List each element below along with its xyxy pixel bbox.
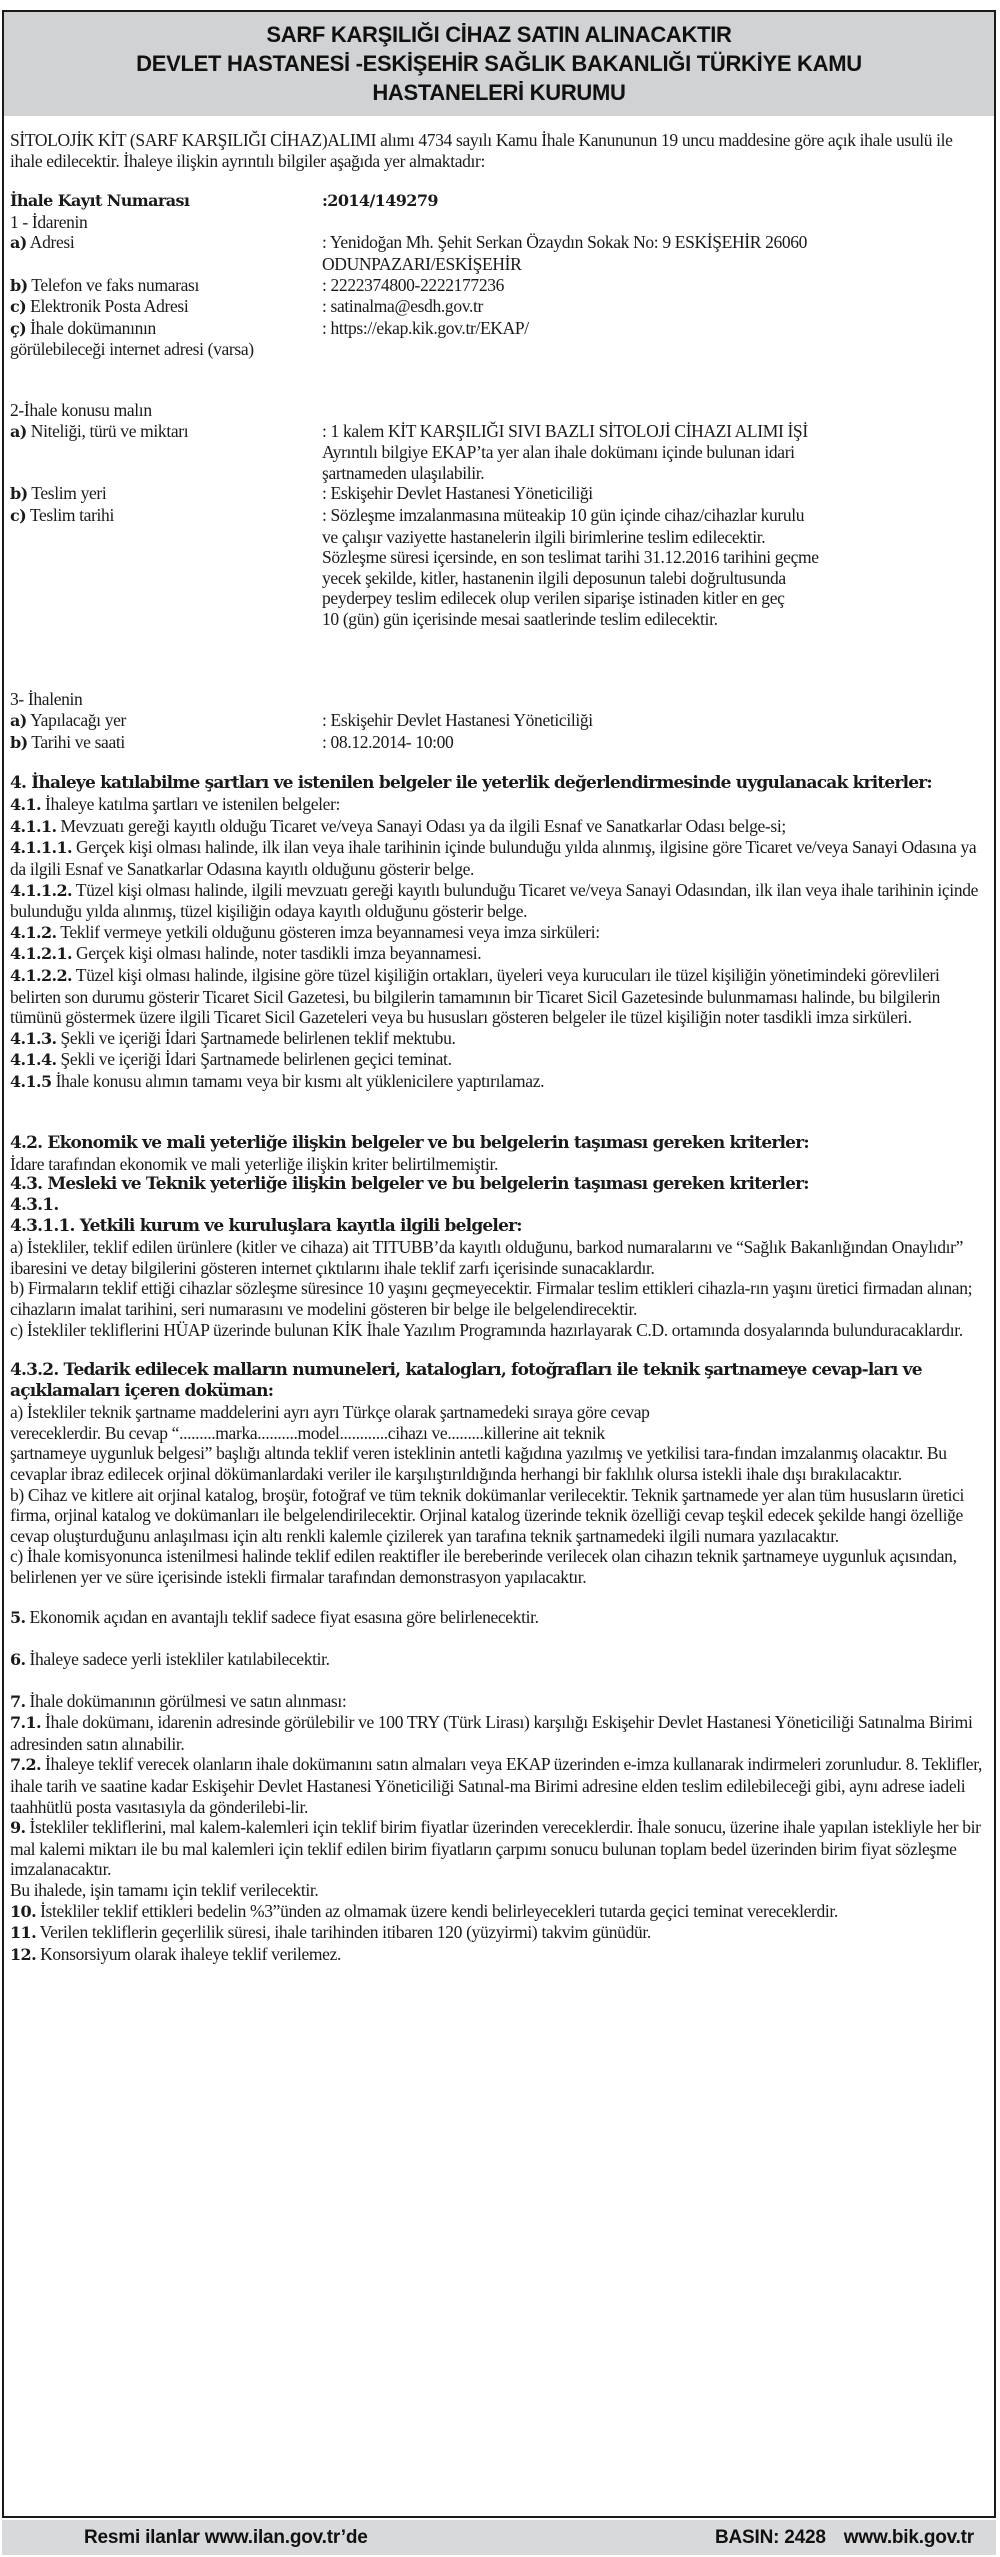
field-value: : 08.12.2014- 10:00 bbox=[322, 731, 454, 752]
section-tender bbox=[10, 689, 988, 753]
field-label: Adresi bbox=[26, 232, 75, 253]
field-address bbox=[10, 232, 988, 254]
field-email bbox=[10, 296, 988, 318]
field-nature-quantity bbox=[10, 421, 988, 443]
field-key: a) bbox=[10, 233, 27, 253]
clause-4-3-2-a-1: a) İstekliler teknik şartname maddelerini ayrı ayrı Türkçe olarak şartnamedeki sıraya göre cevap bbox=[10, 1402, 650, 1423]
clause-4-1-3: 4.1.3. Şekli ve içeriği İdari Şartnamede belirlenen teklif mektubu. bbox=[10, 1027, 456, 1048]
clause-4-3-2-c: c) İhale komisyonunca istenilmesi halinde teklif edilen reaktifler ile bereberinde verilecek olan cihazın teknik şartnameye uygunluk açısından, belirlenen yer ve süre içerisinde istekli firmalar tarafından demonstrasyon yapılacaktır. bbox=[10, 1546, 957, 1587]
field-value-cont: peyderpey teslim edilecek olup verilen siparişe istinaden kitler en geç bbox=[322, 588, 785, 609]
clause-4-1-1-1: 4.1.1.1. Gerçek kişi olması halinde, ilk ilan veya ihale tarihinin içinde bulunduğu yılda alınmış, ilgisine göre Ticaret ve/veya Sanayi Odasına ya da ilgili Esnaf ve Sanatkarlar Odasına kayıtlı olduğunu gösterir belge. bbox=[10, 837, 977, 880]
clause-9-note: Bu ihalede, işin tamamı için teklif verilecektir. bbox=[10, 1880, 319, 1900]
field-label: Teslim tarihi bbox=[26, 504, 114, 525]
field-value: : Sözleşme imzalanmasına müteakip 10 gün içinde cihaz/cihazlar kurulu bbox=[322, 504, 805, 525]
clause-7-2: 7.2. İhaleye teklif verecek olanların ihale dokümanını satın almaları veya EKAP üzerinden e-imza kullanarak indirmeleri zorunludur. 8. Teklifler, ihale tarih ve saatine kadar Eskişehir Devlet Hastanesi Yöneticiliği Satınal-ma Birimi adresine elden teslim edilebileceği gibi, aynı adrese iadeli taahhütlü posta vasıtasıyla da gönderilebi-lir. bbox=[10, 1754, 983, 1817]
header-line-1: SARF KARŞILIĞI CİHAZ SATIN ALINACAKTIR bbox=[266, 22, 732, 47]
field-value-cont: ODUNPAZARI/ESKİŞEHİR bbox=[322, 253, 522, 274]
tender-registration-number bbox=[10, 191, 988, 212]
header-line-3: HASTANELERİ KURUMU bbox=[372, 80, 626, 105]
field-key: c) bbox=[10, 297, 27, 317]
field-label: Elektronik Posta Adresi bbox=[26, 296, 189, 317]
field-key: b) bbox=[10, 275, 28, 295]
footer-bar bbox=[2, 2520, 996, 2555]
field-key: a) bbox=[10, 711, 27, 731]
section-administration bbox=[10, 212, 988, 360]
clause-4-1-2-1: 4.1.2.1. Gerçek kişi olması halinde, noter tasdikli imza beyannamesi. bbox=[10, 943, 482, 964]
clause-4-3-1-1-c: c) İstekliler tekliflerini HÜAP üzerinde bulunan KİK İhale Yazılım Programında hazırlayarak C.D. ortamında dosyalarında bulunduracaklardır. bbox=[10, 1319, 963, 1340]
field-phone-fax bbox=[10, 275, 988, 297]
field-value-cont: yecek şekilde, kitler, hastanenin ilgili deposunun talebi doğrultusunda bbox=[322, 567, 786, 588]
field-value: : Yenidoğan Mh. Şehit Serkan Özaydın Sokak No: 9 ESKİŞEHİR 26060 bbox=[322, 232, 808, 253]
field-value-cont: ve çalışır vaziyette hastanelerin ilgili birimlerine teslim edilecektir. bbox=[322, 526, 766, 547]
field-label: Tarihi ve saati bbox=[27, 731, 125, 752]
announcement-header bbox=[4, 12, 994, 116]
clause-11: 11. Verilen tekliflerin geçerlilik süresi, ihale tarihinden itibaren 120 (yüzyirmi) takvim günüdür. bbox=[10, 1922, 651, 1943]
clause-4-1-2: 4.1.2. Teklif vermeye yetkili olduğunu gösteren imza beyannamesi veya imza sirküleri: bbox=[10, 921, 600, 942]
section-title: 2-İhale konusu malın bbox=[10, 399, 152, 420]
announcement-body bbox=[4, 116, 994, 1965]
clause-9: 9. İstekliler tekliflerini, mal kalem-kalemleri için teklif birim fiyatlar üzerinden vereceklerdir. İhale sonucu, üzerine ihale yapılan istekliyle her bir mal kalemi miktarı ile bu mal kalemleri için teklif edilen birim fiyatların çarpımı sonucu bulunan toplam bedel üzerinden birim fiyat sözleşme imzalanacaktır. bbox=[10, 1817, 981, 1880]
clause-4-3-1-1-b: b) Firmaların teklif ettiği cihazlar sözleşme süresince 10 yaşını geçmeyecektir. Firmalar teslim ettikleri cihazla-rın yaşını üretici firmadan alınan; cihazların imalat tarihini, seri numarasını ve modelini gösteren bir belge ile belgelendirecektir. bbox=[10, 1278, 973, 1319]
heading-4-3-1: 4.3.1. bbox=[10, 1195, 59, 1216]
field-key: c) bbox=[10, 505, 27, 525]
field-label: Niteliği, türü ve miktarı bbox=[26, 420, 189, 441]
field-tender-datetime bbox=[10, 732, 988, 754]
field-delivery-date bbox=[10, 505, 988, 527]
clause-4-1-1: 4.1.1. Mevzuatı gereği kayıtlı olduğu Ticaret ve/veya Sanayi Odası ya da ilgili Esnaf ve Sanatkarlar Odası belge-si; bbox=[10, 815, 786, 836]
field-value: : Eskişehir Devlet Hastanesi Yöneticiliği bbox=[322, 710, 593, 731]
clause-10: 10. İstekliler teklif ettikleri bedelin %3”ünden az olmamak üzere kendi belirleyecekleri tutarda geçici teminat vereceklerdir. bbox=[10, 1900, 838, 1921]
field-key: a) bbox=[10, 421, 27, 441]
heading-4-3: 4.3. Mesleki ve Teknik yeterliğe ilişkin belgeler ve bu belgelerin taşıması gereken kriterler: bbox=[10, 1174, 809, 1195]
field-delivery-place bbox=[10, 483, 988, 505]
press-number: BASIN: 2428 bbox=[714, 2527, 826, 2548]
clause-7: 7. İhale dokümanının görülmesi ve satın alınması: bbox=[10, 1690, 347, 1711]
registration-label: İhale Kayıt Numarası bbox=[10, 191, 190, 211]
heading-4-3-2: 4.3.2. Tedarik edilecek malların numuneleri, katalogları, fotoğrafları ile teknik şartnameye cevap-ları ve açıklamaları içeren doküman: bbox=[10, 1360, 922, 1402]
clause-4-1-4: 4.1.4. Şekli ve içeriği İdari Şartnamede belirlenen geçici teminat. bbox=[10, 1049, 452, 1070]
bik-website-link[interactable]: www.bik.gov.tr bbox=[843, 2527, 974, 2548]
clause-4-3-2-a-2: vereceklerdir. Bu cevap “.........marka..........model............cihazı ve.........killerine ait teknik bbox=[10, 1422, 605, 1443]
heading-4-2: 4.2. Ekonomik ve mali yeterliğe ilişkin belgeler ve bu belgelerin taşıması gereken kriterler: bbox=[10, 1132, 809, 1153]
footer-right bbox=[715, 2527, 974, 2549]
field-key: b) bbox=[10, 484, 28, 504]
clause-4-1: 4.1. İhaleye katılma şartları ve istenilen belgeler: bbox=[10, 794, 341, 815]
field-value-cont: Sözleşme süresi içersinde, en son teslimat tarihi 31.12.2016 tarihini geçme bbox=[322, 547, 819, 568]
clause-4-1-1-2: 4.1.1.2. Tüzel kişi olması halinde, ilgili mevzuatı gereği kayıtlı bulunduğu Ticaret ve/veya Sanayi Odasından, ilk ilan veya ihale tarihinin içinde bulunduğu yılda alınmış, tüzel kişiliğin odaya kayıtlı olduğunu gösterir belge. bbox=[10, 879, 979, 922]
field-value-cont: 10 (gün) gün içerisinde mesai saatlerinde teslim edilecektir. bbox=[322, 608, 718, 629]
section-title: 1 - İdarenin bbox=[10, 211, 88, 232]
field-tender-place bbox=[10, 710, 988, 732]
intro-paragraph: SİTOLOJİK KİT (SARF KARŞILIĞI CİHAZ)ALIMI alımı 4734 sayılı Kamu İhale Kanununun 19 uncu maddesine göre açık ihale usulü ile ihale edilecektir. İhaleye ilişkin ayrıntılı bilgiler aşağıda yer almaktadır: bbox=[10, 130, 953, 171]
clause-12: 12. Konsorsiyum olarak ihaleye teklif verilemez. bbox=[10, 1943, 342, 1964]
field-value-cont: şartnameden ulaşılabilir. bbox=[322, 462, 485, 483]
section-goods bbox=[10, 400, 988, 630]
clause-5: 5. Ekonomik açıdan en avantajlı teklif sadece fiyat esasına göre belirlenecektir. bbox=[10, 1607, 539, 1628]
ekap-link[interactable]: : https://ekap.kik.gov.tr/EKAP/ bbox=[322, 317, 529, 338]
field-key: b) bbox=[10, 732, 28, 752]
field-label: İhale dokümanının bbox=[26, 317, 156, 338]
registration-value: :2014/149279 bbox=[322, 191, 438, 211]
field-label: Yapılacağı yer bbox=[26, 710, 126, 731]
field-key: ç) bbox=[10, 318, 27, 338]
clause-7-1: 7.1. İhale dokümanı, idarenin adresinde görülebilir ve 100 TRY (Türk Lirası) karşılığı Eskişehir Devlet Hastanesi Yöneticiliği Satınalma Birimi adresinden satın alınabilir. bbox=[10, 1712, 973, 1754]
field-label: Teslim yeri bbox=[27, 483, 107, 504]
field-label-cont: görülebileceği internet adresi (varsa) bbox=[10, 339, 254, 360]
section-eligibility bbox=[10, 773, 988, 1587]
tender-announcement bbox=[2, 10, 996, 2518]
clause-4-1-5: 4.1.5 İhale konusu alımın tamamı veya bir kısmı alt yüklenicilere yaptırılamaz. bbox=[10, 1070, 545, 1091]
field-value: : 1 kalem KİT KARŞILIĞI SIVI BAZLI SİTOLOJİ CİHAZI ALIMI İŞİ bbox=[322, 420, 808, 441]
official-ads-link[interactable]: Resmi ilanlar www.ilan.gov.tr’de bbox=[84, 2527, 368, 2548]
section-title: 3- İhalenin bbox=[10, 689, 83, 710]
clause-6: 6. İhaleye sadece yerli istekliler katılabilecektir. bbox=[10, 1649, 330, 1670]
section-heading: 4. İhaleye katılabilme şartları ve istenilen belgeler ile yeterlik değerlendirmesinde uygulanacak kriterler: bbox=[10, 773, 932, 794]
header-line-2: DEVLET HASTANESİ -ESKİŞEHİR SAĞLIK BAKANLIĞI TÜRKİYE KAMU bbox=[136, 51, 862, 76]
field-value-cont: Ayrıntılı bilgiye EKAP’ta yer alan ihale dokümanı içinde bulunan idari bbox=[322, 442, 795, 463]
clause-4-3-2-a-3: şartnameye uygunluk belgesi” başlığı altında teklif veren isteklinin antetli kağıdına yazılmış ve yetkilisi tara-fından imzalanmış olacaktır. Bu cevaplar ibraz edilecek orjinal dökümanlardaki veriler ile karşılıştırıldığında herhangi bir faklılık olursa istekli ihale dışı bırakılacaktır. bbox=[10, 1443, 947, 1484]
clause-4-1-2-2: 4.1.2.2. Tüzel kişi olması halinde, ilgisine göre tüzel kişiliğin ortakları, üyeleri veya kurucuları ile tüzel kişiliğin yönetimindeki görevlileri belirten son durumu gösterir Ticaret Sicil Gazetesi, bu bilgilerin tamamının bir Ticaret Sicil Gazetesinde bulunmaması halinde, bu bilgilerin tümünü göstermek üzere ilgili Ticaret Sicil Gazeteleri veya bu hususları gösteren belgeler ile tüzel kişiliğin noter tasdikli imza sirküleri. bbox=[10, 965, 940, 1028]
field-value: : Eskişehir Devlet Hastanesi Yöneticiliği bbox=[322, 483, 593, 504]
field-value: : 2222374800-2222177236 bbox=[322, 274, 505, 295]
clause-4-3-2-b: b) Cihaz ve kitlere ait orjinal katalog, broşür, fotoğraf ve tüm teknik dokümanlar verilecektir. Teknik şartnamede yer alan tüm hususların üretici firma, orjinal katalog ve dokümanları ile belgelendirilecektir. Orjinal katalog üzerinde teknik özelliği cevap teşkil edecek şekilde hangi özelliğe cevap oluşturduğunu anlaşılması için altı renkli kalemle çizilerek yan tarafına teknik şartnamedeki ilgili numara yazılacaktır. bbox=[10, 1484, 965, 1546]
clause-4-3-1-1-a: a) İstekliler, teklif edilen ürünlere (kitler ve cihaza) ait TITUBB’da kayıtlı olduğunu, barkod numaralarını ve “Sağlık Bakanlığından Onaylıdır” ibaresini ve detay bilgilerini gösteren internet çıktılarını ihale teklif zarfı içerisinde sunacaklardır. bbox=[10, 1237, 964, 1278]
email-link[interactable]: : satinalma@esdh.gov.tr bbox=[322, 296, 483, 317]
field-label: Telefon ve faks numarası bbox=[27, 274, 200, 295]
field-document-url bbox=[10, 318, 988, 340]
clause-4-2-text: İdare tarafından ekonomik ve mali yeterliğe ilişkin kriter belirtilmemiştir. bbox=[10, 1153, 499, 1174]
heading-4-3-1-1: 4.3.1.1. Yetkili kurum ve kuruluşlara kayıtla ilgili belgeler: bbox=[10, 1216, 522, 1237]
